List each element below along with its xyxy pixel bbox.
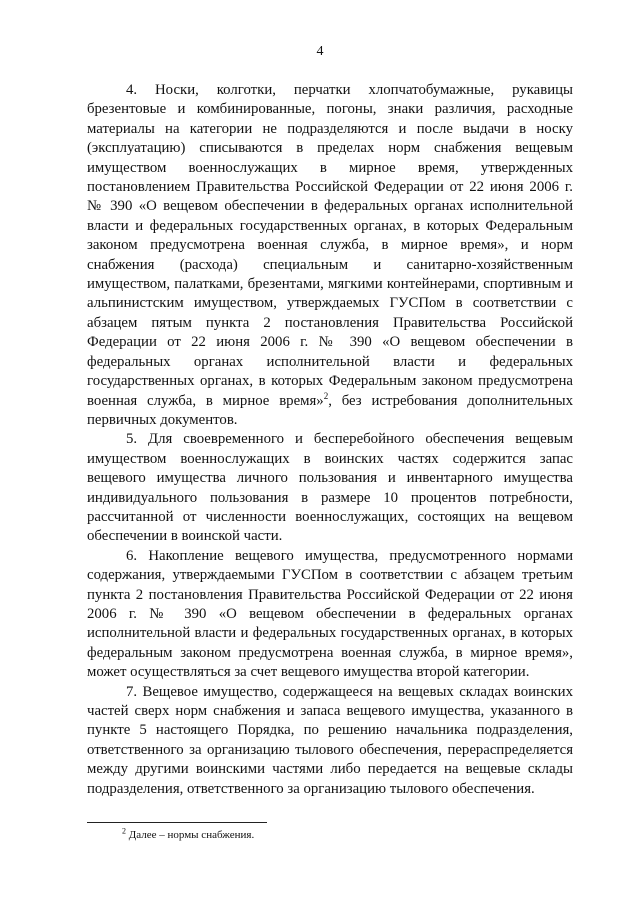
- footnote-reference: 2: [323, 390, 329, 401]
- paragraph-7: 7. Вещевое имущество, содержащееся на вещевых складах воинских частей сверх норм снабжения и запаса вещевого имущества, указанного в пункте 5 настоящего Порядка, по решению начальника подразделения, ответственного за организацию тылового обеспечения, перераспределяется между другими воинскими частями либо передается на вещевые склады подразделения, ответственного за организацию тылового обеспечения.: [87, 683, 573, 797]
- paragraph-6: 6. Накопление вещевого имущества, предусмотренного нормами содержания, утверждаемыми ГУСПом в соответствии с абзацем третьим пункта 2 постановления Правительства Российской Федерации от 22 июня 2006 г. № 390 «О вещевом обеспечении в федеральных органах исполнительной власти и федеральных государственных органах, в которых федеральным законом предусмотрена военная служба, в мирное время», может осуществляться за счет вещевого имущества второй категории.: [87, 547, 573, 681]
- paragraph-4-text-end: , без истребования дополнительных первичных документов.: [87, 392, 573, 428]
- footnote: [122, 828, 562, 842]
- footnote-divider: [87, 822, 267, 823]
- paragraph-4-text: 4. Носки, колготки, перчатки хлопчатобумажные, рукавицы брезентовые и комбинированные, погоны, знаки различия, расходные материалы на категории не подразделяются и после выдачи в носку (эксплуатацию) списываются в пределах норм снабжения вещевым имуществом военнослужащих в мирное время, утвержденных постановлением Правительства Российской Федерации от 22 июня 2006 г. № 390 «О вещевом обеспечении в федеральных органах исполнительной власти и федеральных государственных органах, в которых Федеральным законом предусмотрена военная служба, в мирное время», и норм снабжения (расхода) специальным и санитарно-хозяйственным имуществом, палатками, брезентами, мягкими контейнерами, спортивным и альпинистским имуществом, утверждаемых ГУСПом в соответствии с абзацем пятым пункта 2 постановления Правительства Российской Федерации от 22 июня 2006 г. № 390 «О вещевом обеспечении в федеральных органах исполнительной власти и федеральных государственных органах, в которых Федеральным законом предусмотрена военная служба, в мирное время»: [87, 82, 573, 409]
- paragraph-4: [87, 81, 573, 430]
- paragraph-5: 5. Для своевременного и бесперебойного обеспечения вещевым имуществом военнослужащих в воинских частях содержится запас вещевого имущества личного пользования и инвентарного имущества индивидуального пользования в размере 10 процентов потребности, рассчитанной от численности военнослужащих, состоящих на вещевом обеспечении в воинской части.: [87, 431, 573, 545]
- document-body: [87, 81, 573, 799]
- footnote-number: 2: [122, 826, 126, 836]
- footnote-text: Далее – нормы снабжения.: [126, 829, 255, 841]
- page-number: 4: [316, 44, 324, 59]
